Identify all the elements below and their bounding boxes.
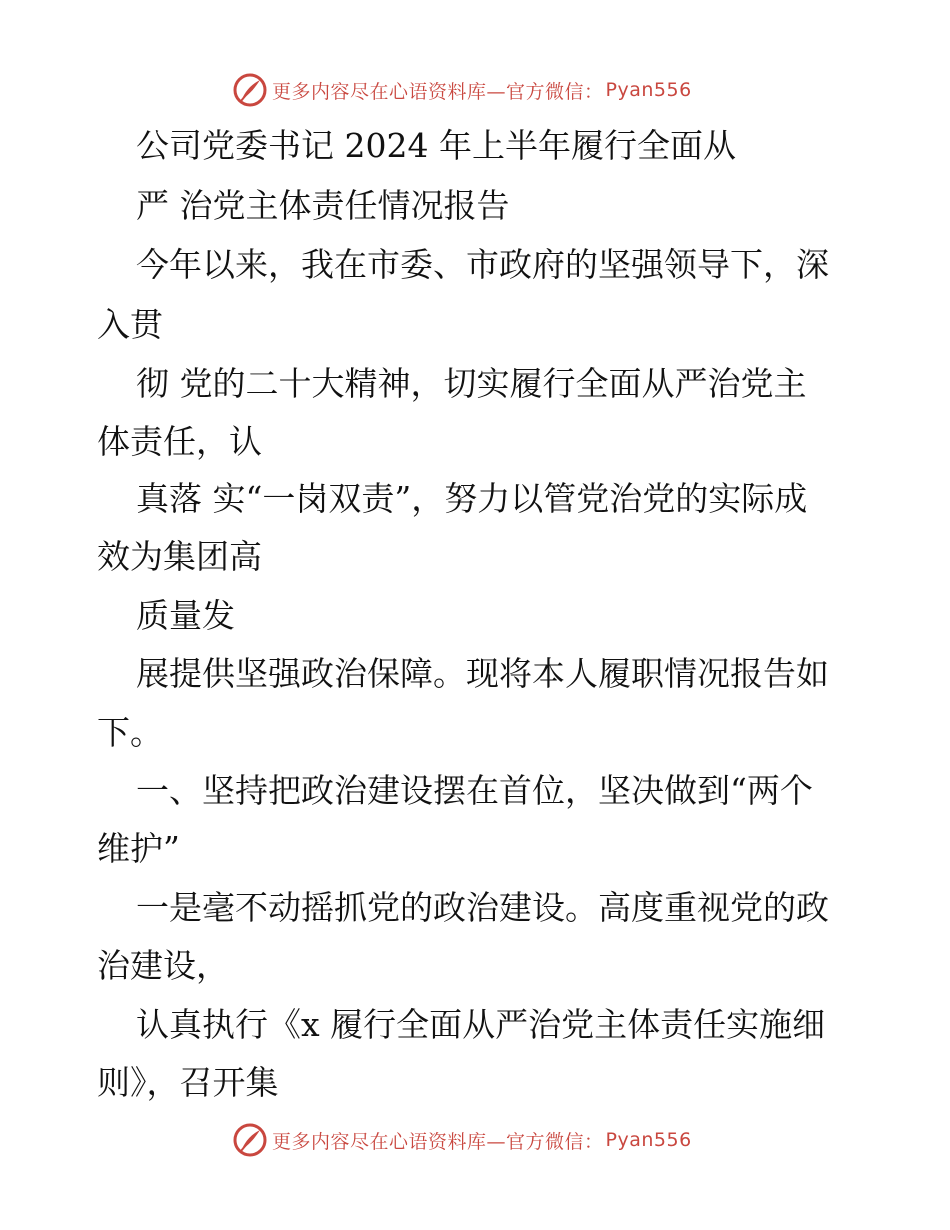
watermark-footer xyxy=(232,1122,692,1158)
paragraph-line: 则》，召开集 xyxy=(97,1063,279,1102)
paragraph-line: 认真执行《x 履行全面从严治党主体责任实施细 xyxy=(136,1005,826,1044)
paragraph-line: 今年以来，我在市委、市政府的坚强领导下，深 xyxy=(136,245,829,284)
section-heading-1: 一、坚持把政治建设摆在首位，坚决做到“两个 xyxy=(136,771,813,810)
watermark-wechat-id: Pyan556 xyxy=(605,1129,692,1151)
paragraph-line: 入贯 xyxy=(97,305,163,344)
paragraph-line: 彻 党的二十大精神，切实履行全面从严治党主 xyxy=(136,364,807,403)
paragraph-line: 效为集团高 xyxy=(97,537,262,576)
paragraph-line: 体责任，认 xyxy=(97,422,262,461)
title-line-2: 严 治党主体责任情况报告 xyxy=(136,186,510,225)
watermark-text: 更多内容尽在心语资料库—官方微信： xyxy=(272,1130,604,1153)
section-heading-1-cont: 维护” xyxy=(97,829,180,868)
paragraph-line: 治建设， xyxy=(97,946,229,985)
paragraph-line: 真落 实“一岗双责”，努力以管党治党的实际成 xyxy=(136,479,808,518)
paragraph-line: 展提供坚强政治保障。现将本人履职情况报告如 xyxy=(136,654,829,693)
watermark-text: 更多内容尽在心语资料库—官方微信： xyxy=(272,80,604,103)
paragraph-line: 一是毫不动摇抓党的政治建设。高度重视党的政 xyxy=(136,888,829,927)
watermark-wechat-id: Pyan556 xyxy=(605,79,692,101)
paragraph-line: 质量发 xyxy=(136,596,235,635)
paragraph-line: 下。 xyxy=(97,713,163,752)
title-line-1: 公司党委书记 2024 年上半年履行全面从 xyxy=(136,126,736,165)
feather-logo-icon xyxy=(232,1122,268,1158)
